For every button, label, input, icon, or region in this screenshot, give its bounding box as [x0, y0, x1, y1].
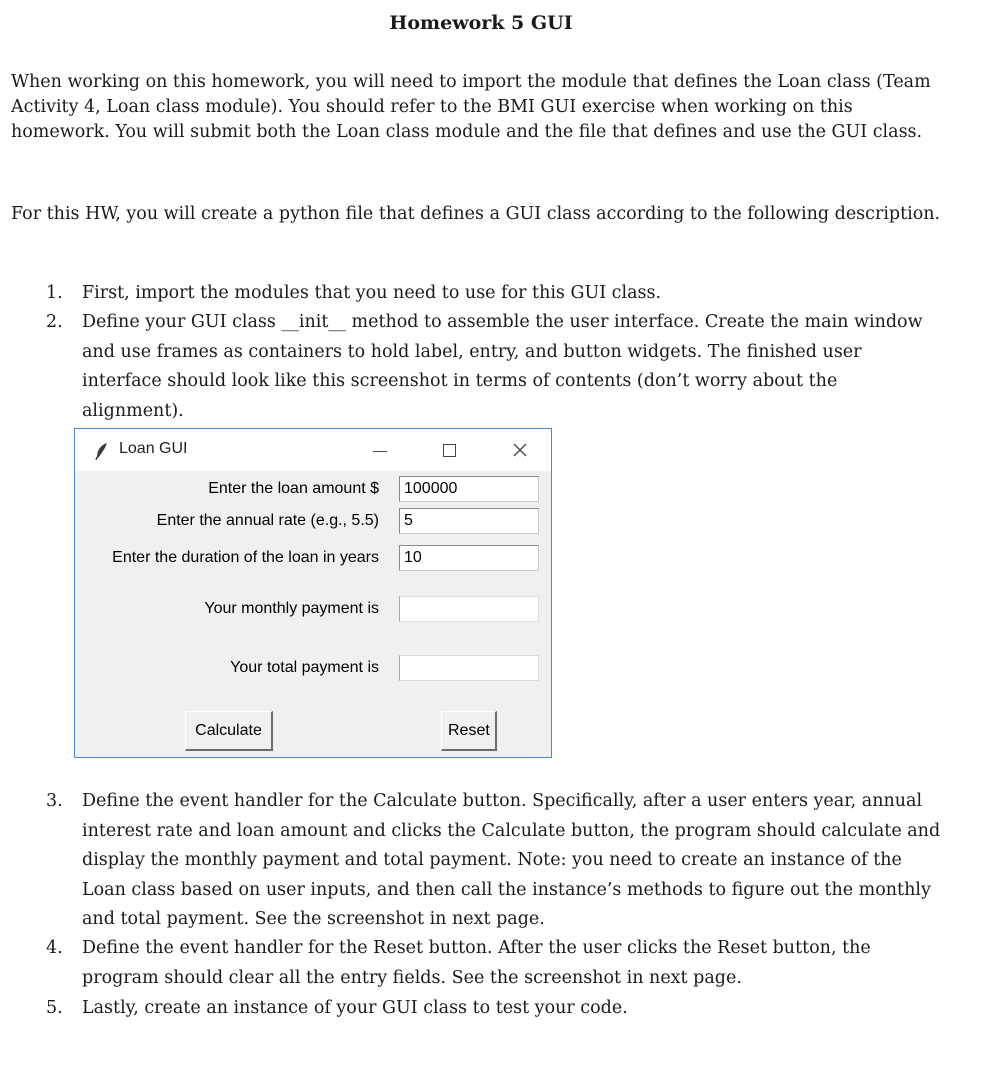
close-icon — [505, 435, 535, 465]
annual-rate-input[interactable] — [399, 508, 539, 534]
monthly-payment-label: Your monthly payment is — [204, 600, 379, 617]
list-number: 2. — [46, 312, 63, 332]
total-payment-output — [399, 655, 539, 681]
list-text: Define your GUI class __init__ method to assemble the user interface. Create the main window and use frames as containers to hold label, entry, and button widgets. The finished user interface should look like this screenshot in terms of contents (don’t worry about the alignment). — [82, 312, 923, 421]
loan-amount-label: Enter the loan amount $ — [208, 480, 379, 497]
calculate-button[interactable]: Calculate — [185, 711, 273, 751]
maximize-icon — [443, 444, 456, 457]
total-payment-label: Your total payment is — [230, 659, 379, 676]
list-number: 1. — [46, 283, 63, 303]
maximize-button[interactable] — [435, 435, 465, 465]
loan-amount-input[interactable] — [399, 476, 539, 502]
annual-rate-label: Enter the annual rate (e.g., 5.5) — [156, 512, 379, 529]
list-text: Define the event handler for the Calculate button. Specifically, after a user enters year, annual interest rate and loan amount and clicks the Calculate button, the program should calculate and display the monthly payment and total payment. Note: you need to create an instance of the Loan class based on user inputs, and then call the instance’s methods to figure out the monthly and total payment. See the screenshot in next page. — [82, 791, 941, 929]
window-titlebar — [75, 429, 551, 471]
instruction-paragraph: For this HW, you will create a python file that defines a GUI class according to the following description. — [11, 204, 941, 224]
list-number: 4. — [46, 938, 63, 958]
feather-icon — [95, 442, 109, 460]
monthly-payment-output — [399, 596, 539, 622]
duration-input[interactable] — [399, 545, 539, 571]
page-title: Homework 5 GUI — [389, 12, 573, 34]
list-text: Lastly, create an instance of your GUI class to test your code. — [82, 998, 628, 1018]
window-title: Loan GUI — [119, 440, 188, 457]
reset-button[interactable]: Reset — [441, 711, 497, 751]
list-text: First, import the modules that you need to use for this GUI class. — [82, 283, 662, 303]
list-number: 3. — [46, 791, 63, 811]
loan-gui-window — [74, 428, 552, 758]
list-number: 5. — [46, 998, 63, 1018]
minimize-button[interactable] — [365, 435, 395, 465]
list-text: Define the event handler for the Reset button. After the user clicks the Reset button, the program should clear all the entry fields. See the screenshot in next page. — [82, 938, 871, 988]
minimize-icon — [373, 451, 387, 452]
intro-paragraph: When working on this homework, you will need to import the module that defines the Loan class (Team Activity 4, Loan class module). You should refer to the BMI GUI exercise when working on this homework. You will submit both the Loan class module and the file that defines and use the GUI class. — [11, 72, 931, 142]
close-button[interactable] — [505, 435, 535, 465]
duration-label: Enter the duration of the loan in years — [112, 549, 379, 566]
